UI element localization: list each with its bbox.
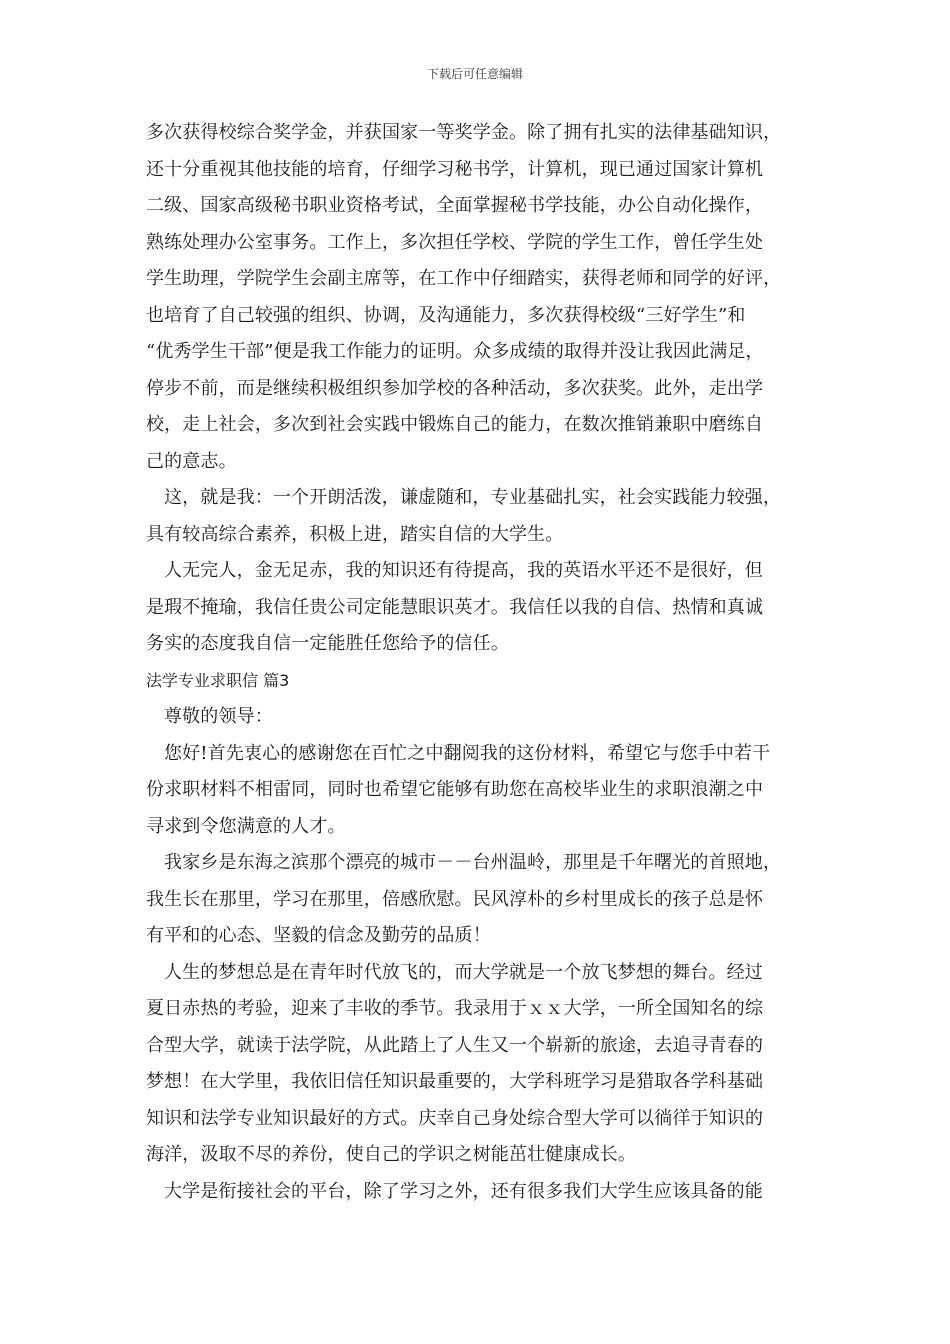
text-line: 海洋，汲取不尽的养份，使自己的学识之树能茁壮健康成长。 <box>146 1144 637 1165</box>
text-line: 合型大学，就读于法学院，从此踏上了人生又一个崭新的旅途，去追寻青春的 <box>146 1034 764 1056</box>
section-heading: 法学专业求职信 篇3 <box>146 670 290 690</box>
text-line: 具有较高综合素养，积极上进，踏实自信的大学生。 <box>146 523 564 545</box>
text-line: “优秀学生干部”便是我工作能力的证明。众多成绩的取得并没让我因此满足， <box>146 341 764 362</box>
text-line: 份求职材料不相雷同，同时也希望它能够有助您在高校毕业生的求职浪潮之中 <box>146 779 764 800</box>
text-line: 人生的梦想总是在青年时代放飞的，而大学就是一个放飞梦想的舞台。经过 <box>164 961 763 983</box>
text-line: 大学是衔接社会的平台，除了学习之外，还有很多我们大学生应该具备的能 <box>164 1180 763 1202</box>
text-line: 还十分重视其他技能的培育，仔细学习秘书学，计算机，现已通过国家计算机 <box>146 158 764 180</box>
text-line: 有平和的心态、坚毅的信念及勤劳的品质！ <box>146 925 491 946</box>
text-line: 务实的态度我自信一定能胜任您给予的信任。 <box>146 633 509 654</box>
text-line: 我家乡是东海之滨那个漂亮的城市－－台州温岭，那里是千年曙光的首照地， <box>164 852 782 873</box>
text-line: 人无完人，金无足赤，我的知识还有待提高，我的英语水平还不是很好，但 <box>164 560 763 581</box>
text-line: 己的意志。 <box>146 450 237 472</box>
text-line: 知识和法学专业知识最好的方式。庆幸自己身处综合型大学可以徜徉于知识的 <box>146 1107 764 1129</box>
text-line: 校，走上社会，多次到社会实践中锻炼自己的能力，在数次推销兼职中磨练自 <box>146 414 764 435</box>
text-line: 多次获得校综合奖学金，并获国家一等奖学金。除了拥有扎实的法律基础知识， <box>146 122 782 143</box>
document-body <box>146 115 822 1210</box>
text-line: 是瑕不掩瑜，我信任贵公司定能慧眼识英才。我信任以我的自信、热情和真诚 <box>146 596 764 618</box>
text-line: 梦想！在大学里，我依旧信任知识最重要的，大学科班学习是猎取各学科基础 <box>146 1071 764 1092</box>
text-line: 寻求到令您满意的人才。 <box>146 815 346 837</box>
page-header-note: 下载后可任意编辑 <box>426 67 523 81</box>
text-line: 这，就是我：一个开朗活泼，谦虚随和，专业基础扎实，社会实践能力较强， <box>164 487 782 508</box>
text-line: 停步不前，而是继续积极组织参加学校的各种活动，多次获奖。此外，走出学 <box>146 377 764 399</box>
text-line: 熟练处理办公室事务。工作上，多次担任学校、学院的学生工作，曾任学生处 <box>146 231 764 253</box>
text-line: 尊敬的领导： <box>164 706 273 727</box>
text-line: 夏日赤热的考验，迎来了丰收的季节。我录用于ｘｘ大学，一所全国知名的综 <box>146 998 764 1019</box>
text-line: 您好!首先衷心的感谢您在百忙之中翻阅我的这份材料，希望它与您手中若干 <box>164 742 771 764</box>
text-line: 二级、国家高级秘书职业资格考试，全面掌握秘书学技能，办公自动化操作， <box>146 195 764 216</box>
text-line: 也培育了自己较强的组织、协调，及沟通能力，多次获得校级“三好学生”和 <box>146 304 746 326</box>
text-line: 学生助理，学院学生会副主席等，在工作中仔细踏实，获得老师和同学的好评， <box>146 268 782 289</box>
text-line: 我生长在那里，学习在那里，倍感欣慰。民风淳朴的乡村里成长的孩子总是怀 <box>146 888 764 910</box>
